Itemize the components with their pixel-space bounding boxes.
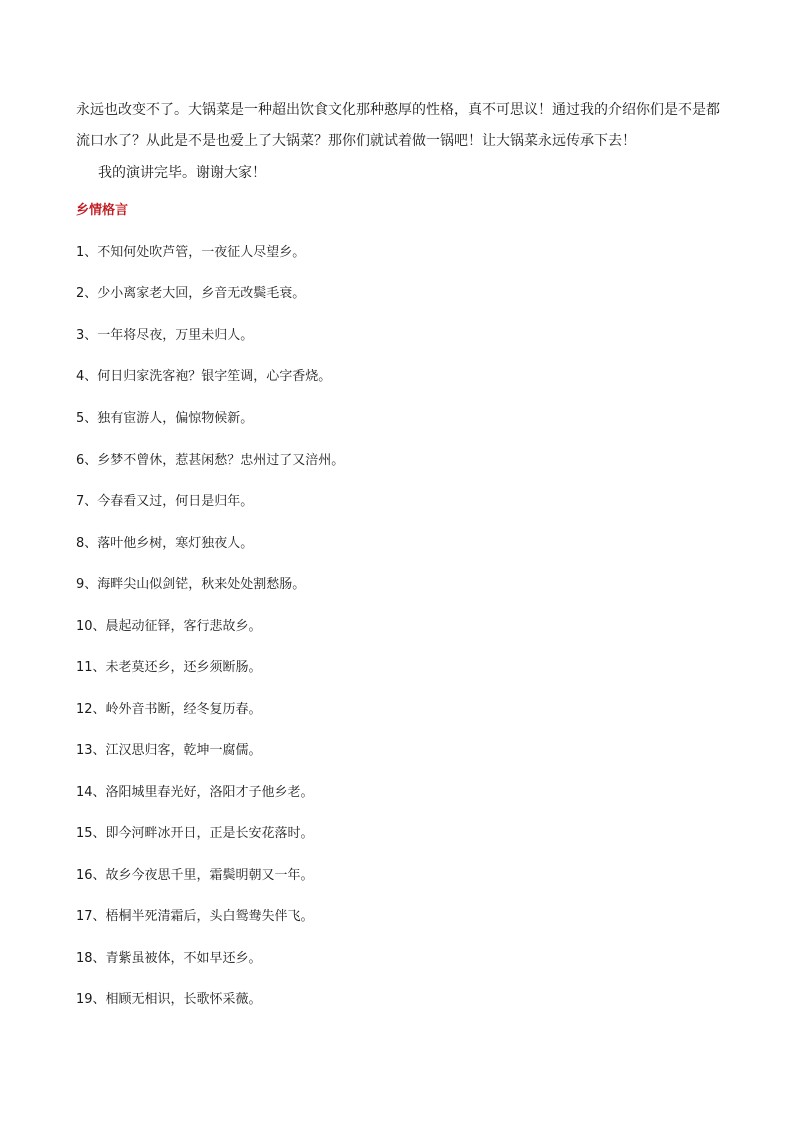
motto-item-8 xyxy=(76,535,253,553)
motto-number: 13、 xyxy=(76,743,106,758)
motto-number: 15、 xyxy=(76,826,106,841)
motto-item-3 xyxy=(76,327,253,345)
motto-text: 乡梦不曾休，惹甚闲愁？忠州过了又涪州。 xyxy=(97,453,345,468)
section-title: 乡情格言 xyxy=(76,203,129,218)
motto-text: 不知何处吹芦管，一夜征人尽望乡。 xyxy=(97,245,306,260)
motto-item-1 xyxy=(76,244,305,262)
motto-item-5 xyxy=(76,410,253,428)
motto-number: 7、 xyxy=(76,494,98,509)
motto-item-16 xyxy=(76,867,314,885)
motto-text: 海畔尖山似剑铓，秋来处处割愁肠。 xyxy=(97,577,306,592)
intro-line-3: 我的演讲完毕。谢谢大家！ xyxy=(98,165,266,181)
motto-text: 一年将尽夜，万里未归人。 xyxy=(97,328,254,343)
motto-text: 岭外音书断，经冬复历春。 xyxy=(105,702,262,717)
motto-text: 今春看又过，何日是归年。 xyxy=(97,494,254,509)
motto-number: 6、 xyxy=(76,453,98,468)
motto-number: 19、 xyxy=(76,992,106,1007)
motto-number: 12、 xyxy=(76,702,106,717)
motto-item-4 xyxy=(76,368,331,386)
motto-text: 江汉思归客，乾坤一腐儒。 xyxy=(105,743,262,758)
motto-item-12 xyxy=(76,701,262,719)
motto-number: 4、 xyxy=(76,369,98,384)
motto-item-19 xyxy=(76,991,262,1009)
motto-text: 青紫虽被体，不如早还乡。 xyxy=(105,951,262,966)
intro-line-2: 流口水了？从此是不是也爱上了大锅菜？那你们就试着做一锅吧！让大锅菜永远传承下去！ xyxy=(76,133,636,149)
intro-line-1: 永远也改变不了。大锅菜是一种超出饮食文化那种憨厚的性格，真不可思议！通过我的介绍你们是不是都 xyxy=(76,102,720,118)
motto-item-9 xyxy=(76,576,305,594)
motto-number: 2、 xyxy=(76,286,98,301)
motto-item-17 xyxy=(76,908,314,926)
motto-number: 1、 xyxy=(76,245,98,260)
motto-number: 18、 xyxy=(76,951,106,966)
motto-text: 落叶他乡树，寒灯独夜人。 xyxy=(97,536,254,551)
motto-text: 晨起动征铎，客行悲故乡。 xyxy=(105,619,262,634)
motto-item-10 xyxy=(76,618,262,636)
motto-text: 故乡今夜思千里，霜鬓明朝又一年。 xyxy=(105,868,314,883)
motto-text: 即今河畔冰开日，正是长安花落时。 xyxy=(105,826,314,841)
motto-item-13 xyxy=(76,742,262,760)
motto-number: 8、 xyxy=(76,536,98,551)
motto-number: 3、 xyxy=(76,328,98,343)
motto-number: 10、 xyxy=(76,619,106,634)
motto-text: 梧桐半死清霜后，头白鸳鸯失伴飞。 xyxy=(105,909,314,924)
motto-text: 相顾无相识，长歌怀采薇。 xyxy=(105,992,262,1007)
motto-number: 16、 xyxy=(76,868,106,883)
motto-number: 17、 xyxy=(76,909,106,924)
motto-number: 5、 xyxy=(76,411,98,426)
motto-item-6 xyxy=(76,452,344,470)
motto-item-2 xyxy=(76,285,305,303)
motto-item-14 xyxy=(76,784,314,802)
motto-item-7 xyxy=(76,493,253,511)
motto-number: 9、 xyxy=(76,577,98,592)
motto-item-15 xyxy=(76,825,314,843)
motto-number: 11、 xyxy=(76,660,106,675)
motto-item-11 xyxy=(76,659,262,677)
motto-text: 何日归家洗客袍？银字笙调，心字香烧。 xyxy=(97,369,332,384)
motto-text: 少小离家老大回，乡音无改鬓毛衰。 xyxy=(97,286,306,301)
motto-text: 未老莫还乡，还乡须断肠。 xyxy=(105,660,262,675)
motto-number: 14、 xyxy=(76,785,106,800)
motto-text: 独有宦游人，偏惊物候新。 xyxy=(97,411,254,426)
motto-text: 洛阳城里春光好，洛阳才子他乡老。 xyxy=(105,785,314,800)
motto-item-18 xyxy=(76,950,262,968)
